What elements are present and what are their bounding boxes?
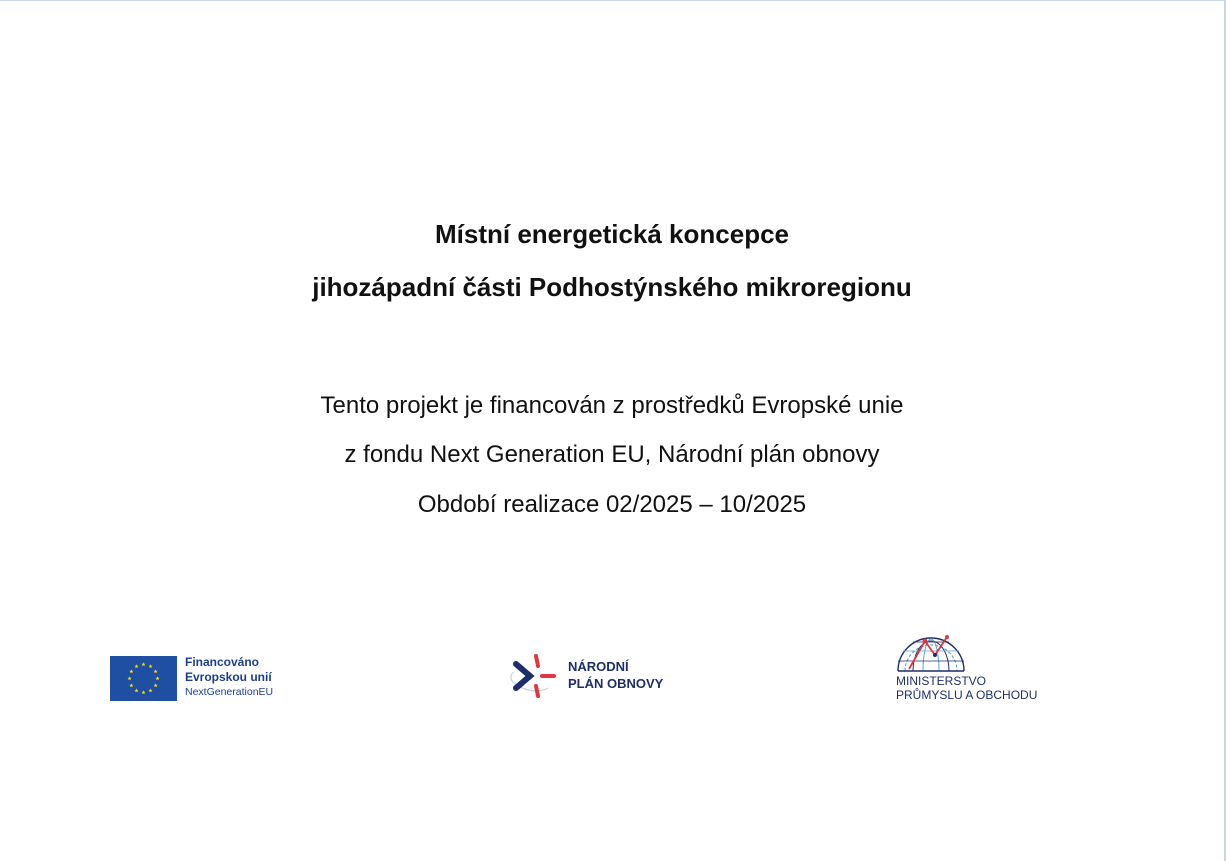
npo-logo-text [568, 658, 663, 692]
eu-logo-line-2: Evropskou unií [185, 670, 272, 684]
eu-logo-line-3: NextGenerationEU [185, 686, 274, 698]
mpo-logo-line-2: PRŮMYSLU A OBCHODU [896, 688, 1038, 702]
mpo-logo [895, 631, 1055, 711]
globe-icon [895, 631, 967, 673]
mpo-logo-text [896, 674, 1037, 702]
funding-text-line-2: z fondu Next Generation EU, Národní plán obnovy [344, 441, 880, 468]
npo-logo-line-2: PLÁN OBNOVY [568, 676, 664, 691]
npo-logo [508, 650, 688, 700]
realization-period: Období realizace 02/2025 – 10/2025 [417, 491, 807, 518]
eu-logo-text [185, 655, 273, 700]
document-title-line-1: Místní energetická koncepce [434, 219, 790, 249]
eu-logo [110, 656, 310, 704]
mpo-logo-line-1: MINISTERSTVO [896, 674, 987, 688]
eu-flag-icon [110, 656, 177, 701]
npo-logo-line-1: NÁRODNÍ [568, 659, 629, 674]
npo-mark-icon [508, 650, 560, 700]
document-title-line-2: jihozápadní části Podhostýnského mikroregionu [312, 272, 912, 302]
funding-text-line-1: Tento projekt je financován z prostředků Evropské unie [320, 392, 904, 419]
eu-logo-line-1: Financováno [185, 655, 260, 669]
